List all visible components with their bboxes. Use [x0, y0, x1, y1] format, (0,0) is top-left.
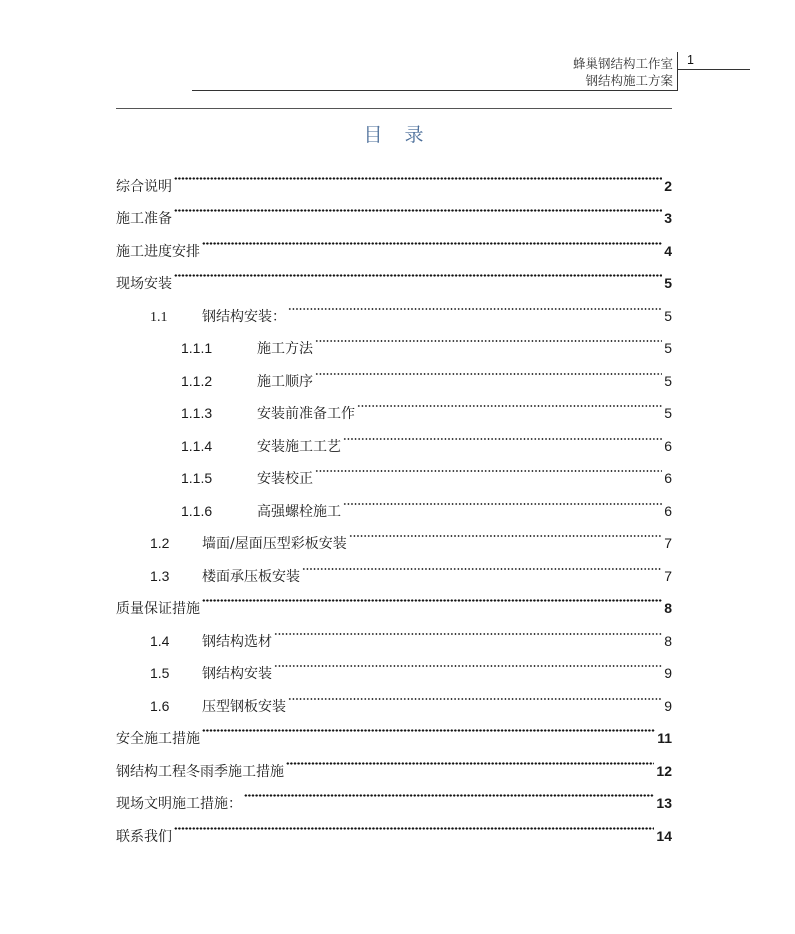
- toc-entry-page: 6: [664, 470, 672, 486]
- toc-entry-number: 1.1.6: [181, 502, 213, 519]
- toc-entry-number: 1.3: [150, 567, 170, 584]
- toc-entry-title: 钢结构安装：: [202, 308, 286, 325]
- toc-entry-number: 1.1: [150, 309, 168, 325]
- toc-entry-title: 钢结构安装: [202, 666, 272, 682]
- toc-entry-title: 安装施工工艺: [257, 438, 341, 455]
- header-company-name: 蜂巢钢结构工作室: [572, 56, 673, 71]
- toc-entry-page: 12: [656, 762, 672, 779]
- toc-entry-title: 现场安装: [116, 276, 172, 292]
- toc-entry-title: 施工准备: [116, 211, 172, 227]
- toc-entry[interactable]: [116, 158, 672, 195]
- toc-entry-title: 楼面承压板安装: [202, 568, 300, 585]
- toc-entry-page: 6: [664, 502, 672, 519]
- header-vertical-divider: [677, 52, 678, 91]
- toc-dot-leader: [286, 743, 654, 776]
- toc-entry-number: 1.4: [150, 632, 170, 649]
- toc-entry-page: 8: [664, 632, 672, 649]
- toc-dot-leader: [315, 353, 662, 386]
- toc-entry-title: 施工顺序: [257, 373, 313, 390]
- toc-entry-title: 钢结构工程冬雨季施工措施: [116, 763, 284, 780]
- toc-dot-leader: [174, 191, 662, 224]
- toc-entry-page: 11: [657, 730, 672, 746]
- toc-dot-leader: [343, 418, 662, 451]
- toc-dot-leader: [288, 678, 662, 711]
- toc-entry-title: 墙面/屋面压型彩板安装: [202, 536, 347, 552]
- toc-entry-page: 5: [664, 275, 672, 291]
- toc-dot-leader: [274, 646, 662, 679]
- toc-dot-leader: [244, 776, 654, 809]
- table-of-contents: [116, 158, 672, 845]
- toc-entry[interactable]: [116, 808, 672, 845]
- toc-entry-title: 质量保证措施: [116, 601, 200, 617]
- page-number: 1: [687, 53, 694, 67]
- toc-entry-page: 7: [664, 535, 672, 551]
- header-underline: [192, 90, 677, 91]
- toc-entry[interactable]: [116, 223, 672, 260]
- toc-entry[interactable]: [116, 191, 672, 227]
- toc-dot-leader: [202, 223, 662, 256]
- toc-entry-number: 1.6: [150, 697, 170, 714]
- toc-entry-page: 2: [664, 177, 672, 194]
- toc-entry-page: 5: [664, 372, 672, 389]
- toc-dot-leader: [357, 386, 662, 419]
- page-header: [0, 52, 795, 112]
- toc-entry-title: 综合说明: [116, 178, 172, 195]
- toc-entry[interactable]: [116, 288, 672, 325]
- toc-dot-leader: [315, 451, 662, 484]
- toc-entry-page: 13: [656, 795, 672, 811]
- toc-entry-number: 1.1.5: [181, 470, 213, 486]
- toc-dot-leader: [343, 483, 662, 516]
- toc-entry-title: 钢结构选材: [202, 633, 272, 650]
- toc-entry-title: 现场文明施工措施：: [116, 796, 242, 812]
- toc-dot-leader: [315, 321, 662, 354]
- toc-entry-page: 14: [656, 827, 672, 844]
- toc-entry-title: 高强螺栓施工: [257, 503, 341, 520]
- toc-entry-title: 施工方法: [257, 341, 313, 357]
- toc-entry-title: 安装校正: [257, 471, 313, 487]
- toc-entry-page: 6: [664, 437, 672, 454]
- header-document-subtitle: 钢结构施工方案: [585, 73, 673, 88]
- toc-dot-leader: [349, 516, 662, 549]
- toc-entry-page: 3: [664, 210, 672, 226]
- toc-dot-leader: [174, 158, 662, 191]
- toc-entry-number: 1.1.1: [181, 340, 213, 356]
- toc-entry-title: 压型钢板安装: [202, 698, 286, 715]
- toc-dot-leader: [202, 711, 655, 744]
- toc-dot-leader: [288, 288, 662, 321]
- header-rule: [116, 108, 672, 109]
- toc-entry-page: 4: [664, 242, 672, 259]
- toc-dot-leader: [174, 808, 654, 841]
- toc-entry-page: 8: [664, 600, 672, 616]
- toc-entry-number: 1.1.3: [181, 405, 213, 421]
- toc-entry-title: 安装前准备工作: [257, 406, 355, 422]
- toc-dot-leader: [202, 581, 662, 614]
- toc-entry-number: 1.5: [150, 665, 170, 681]
- toc-entry-number: 1.1.4: [181, 437, 213, 454]
- toc-entry-page: 9: [664, 665, 672, 681]
- toc-dot-leader: [302, 548, 662, 581]
- toc-entry-page: 5: [664, 405, 672, 421]
- toc-title: 目 录: [363, 124, 432, 146]
- toc-entry-title: 施工进度安排: [116, 243, 200, 260]
- toc-dot-leader: [274, 613, 662, 646]
- toc-entry-title: 联系我们: [116, 828, 172, 845]
- toc-entry-page: 9: [664, 697, 672, 714]
- toc-entry-page: 7: [664, 567, 672, 584]
- toc-entry-page: 5: [664, 340, 672, 356]
- toc-dot-leader: [174, 256, 662, 289]
- toc-entry-title: 安全施工措施: [116, 731, 200, 747]
- toc-entry-page: 5: [664, 307, 672, 324]
- toc-entry-number: 1.1.2: [181, 372, 213, 389]
- page-number-rule: [677, 69, 750, 70]
- toc-entry[interactable]: [116, 256, 672, 292]
- toc-entry-number: 1.2: [150, 535, 170, 551]
